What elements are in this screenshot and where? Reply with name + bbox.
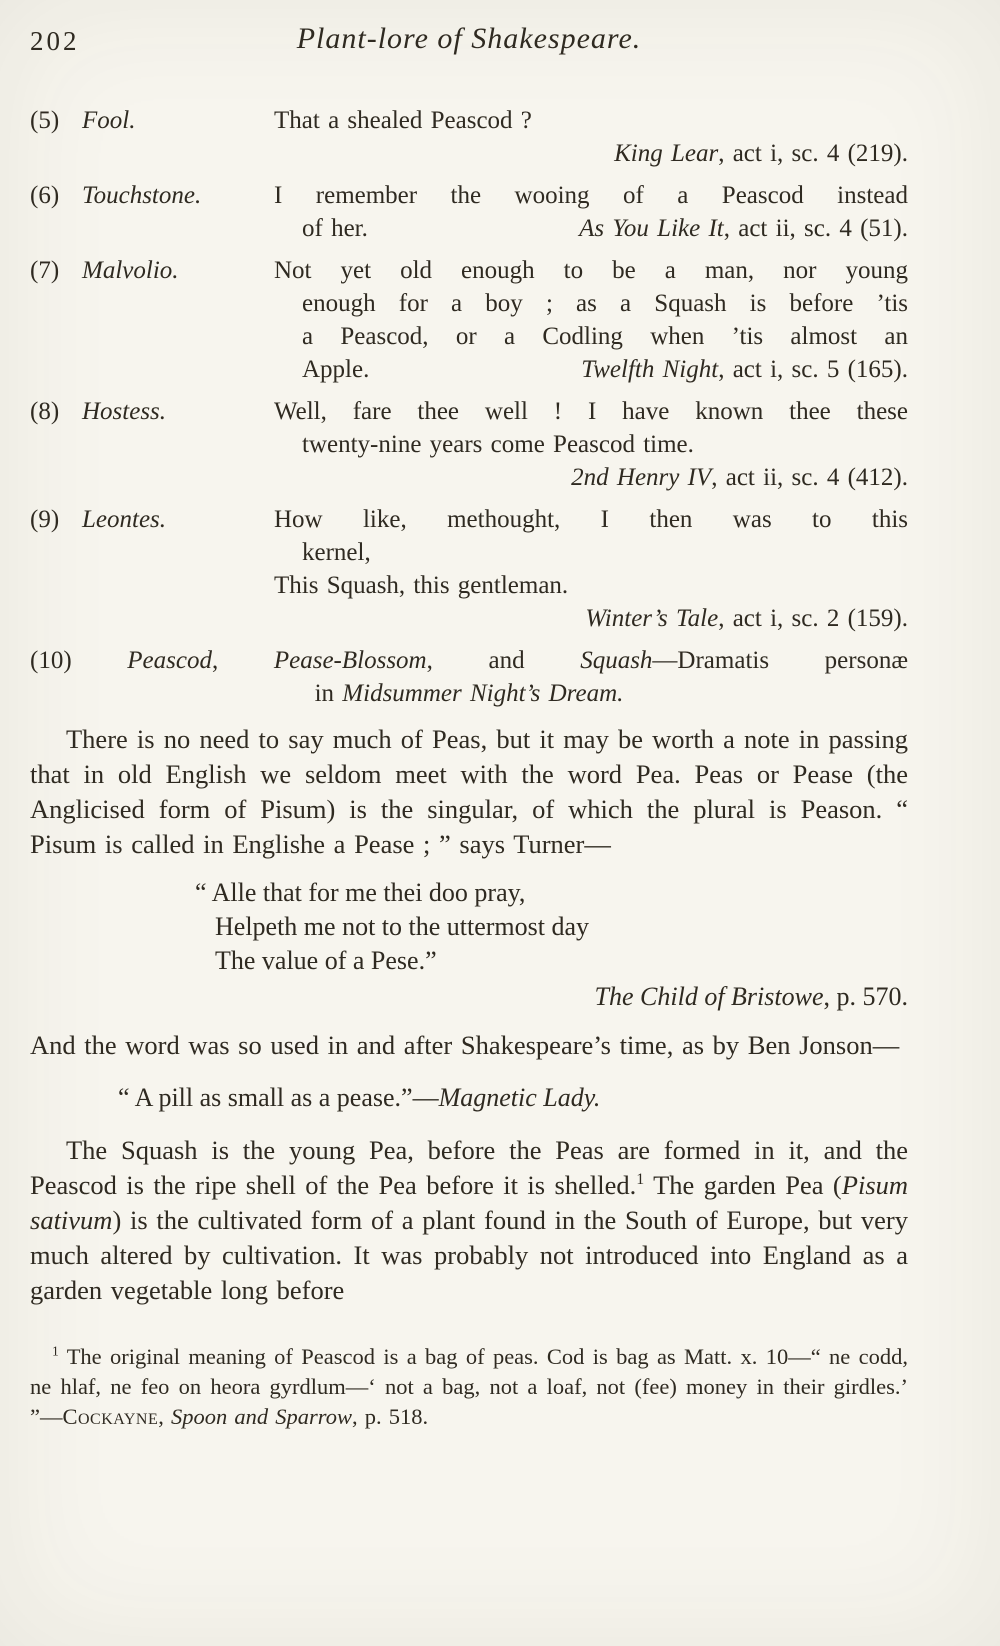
quote-number: (8)	[30, 398, 60, 425]
quote-attribution	[274, 461, 908, 494]
footnote-reference: 1	[636, 1171, 645, 1189]
verse-attribution	[30, 980, 908, 1014]
quote-number: (9)	[30, 506, 60, 533]
quote-line: That a shealed Peascod ?	[274, 107, 532, 134]
paragraph-text: ) is the cultivated form of a plant found in the South of Europe, but very much altered by cultivation. It was probably not introduced into England as a garden vegetable long before	[30, 1205, 908, 1305]
separator-text: , and	[426, 647, 581, 674]
paragraph-text: The Squash is the young Pea, before the Peas are formed in it, and the Peascod is the ripe shell of the Pea before it is shelled.	[30, 1135, 908, 1200]
quote-line: How like, methought, I then was to this	[274, 506, 908, 533]
quote-line-tail: —Dramatis personæ	[652, 647, 909, 674]
quote-attribution	[274, 137, 908, 170]
quote-attribution	[274, 602, 908, 635]
quote-line: Apple.	[302, 356, 370, 383]
quotation-list	[30, 104, 908, 710]
source-title: King Lear	[614, 140, 719, 167]
quote-line	[30, 644, 908, 677]
quote-number: (6)	[30, 182, 60, 209]
quote-speaker: Leontes.	[82, 506, 167, 533]
quote-line-with-attribution	[274, 212, 908, 245]
character-name: Squash	[580, 647, 653, 674]
quote-speaker-cell	[30, 179, 274, 245]
quote-line: twenty-nine years come Peascod time.	[302, 431, 694, 458]
quote-text: “ A pill as small as a pease.”—	[118, 1083, 439, 1112]
source-detail: , act i, sc. 4 (219).	[718, 140, 908, 167]
quote-line: enough for a boy ; as a Squash is before ’tis	[302, 290, 908, 317]
verse-line: Helpeth me not to the uttermost day	[215, 912, 590, 941]
quote-speaker-cell	[30, 254, 274, 386]
quote-body	[274, 254, 908, 386]
source-detail: , act ii, sc. 4 (412).	[711, 464, 908, 491]
quote-line: Not yet old enough to be a man, nor young	[274, 257, 908, 284]
verse-line: “ Alle that for me thei doo pray,	[195, 878, 526, 907]
separator-text: ,	[211, 647, 274, 674]
verse-quote	[195, 876, 908, 978]
paragraph-text: The garden Pea (	[644, 1170, 842, 1200]
jonson-quote	[118, 1081, 908, 1115]
quote-number: (10)	[30, 647, 128, 674]
quote-entry-6	[30, 179, 908, 245]
quote-entry-10	[30, 644, 908, 710]
source-detail: , act i, sc. 5 (165).	[718, 356, 908, 383]
source-title: 2nd Henry IV	[571, 464, 712, 491]
quote-speaker: Malvolio.	[82, 257, 179, 284]
quote-speaker-cell	[30, 395, 274, 494]
source-detail: , p. 570.	[823, 982, 908, 1011]
quote-body	[274, 104, 908, 170]
paragraph-squash	[30, 1133, 908, 1308]
quote-speaker: Fool.	[82, 107, 136, 134]
character-name: Peascod	[127, 647, 212, 674]
quote-speaker: Hostess.	[82, 398, 167, 425]
page-header	[30, 18, 908, 76]
quote-body	[274, 395, 908, 494]
verse-line: The value of a Pese.”	[215, 946, 437, 975]
quote-entry-5	[30, 104, 908, 170]
quote-line: This Squash, this gentleman.	[274, 572, 569, 599]
quote-line: of her.	[302, 215, 368, 242]
quote-number: (7)	[30, 257, 60, 284]
source-title: Twelfth Night	[581, 356, 719, 383]
page-number: 202	[30, 26, 80, 56]
footnote-marker: 1	[52, 1343, 59, 1359]
quote-attribution	[581, 353, 908, 386]
quote-line-with-attribution	[274, 353, 908, 386]
quote-line: I remember the wooing of a Peascod instead	[274, 182, 908, 209]
quote-body	[274, 503, 908, 635]
source-title: Magnetic Lady.	[438, 1083, 601, 1112]
footnote-text: The original meaning of Peascod is a bag of peas. Cod is bag as Matt. x. 10—“ ne codd, ne hlaf, ne feo on heora gyrdlum—‘ not a bag, not a loaf, not (fee) money in their girdles.’ ”—	[30, 1344, 908, 1429]
quote-number: (5)	[30, 107, 60, 134]
quote-entry-7	[30, 254, 908, 386]
footnote-text: ,	[158, 1404, 172, 1429]
work-title: Spoon and Sparrow	[171, 1404, 352, 1429]
author-name: Cockayne	[62, 1404, 159, 1429]
paragraph-peas-intro: There is no need to say much of Peas, but it may be worth a note in passing that in old English we seldom meet with the word Pea. Peas or Pease (the Anglicised form of Pisum) is the singular, of which the plural is Peason. “ Pisum is called in Englishe a Pease ; ” says Turner—	[30, 724, 908, 859]
quote-body	[274, 179, 908, 245]
source-title: Midsummer Night’s Dream.	[342, 680, 624, 707]
source-title: Winter’s Tale	[585, 605, 719, 632]
quote-speaker: Touchstone.	[82, 182, 202, 209]
quote-line: Well, fare thee well ! I have known thee these	[274, 398, 908, 425]
source-detail: , act ii, sc. 4 (51).	[723, 215, 908, 242]
quote-entry-8	[30, 395, 908, 494]
quote-entry-9	[30, 503, 908, 635]
source-title: The Child of Bristowe	[594, 982, 824, 1011]
quote-line	[30, 677, 908, 710]
quote-line: a Peascod, or a Codling when ’tis almost an	[302, 323, 908, 350]
source-detail: , act i, sc. 2 (159).	[718, 605, 908, 632]
footnote-text: , p. 518.	[351, 1404, 429, 1429]
latin-name: Pisum sativum	[30, 1170, 909, 1235]
quote-line-pre: in	[314, 680, 343, 707]
quote-speaker-cell	[30, 104, 274, 170]
character-name: Pease-Blossom	[273, 647, 427, 674]
running-title: Plant-lore of Shakespeare.	[296, 22, 642, 55]
quote-line: kernel,	[302, 539, 371, 566]
quote-attribution	[579, 212, 908, 245]
paragraph-usage: And the word was so used in and after Shakespeare’s time, as by Ben Jonson—	[30, 1030, 900, 1060]
footnote	[30, 1342, 908, 1432]
quote-speaker-cell	[30, 503, 274, 635]
source-title: As You Like It	[579, 215, 724, 242]
